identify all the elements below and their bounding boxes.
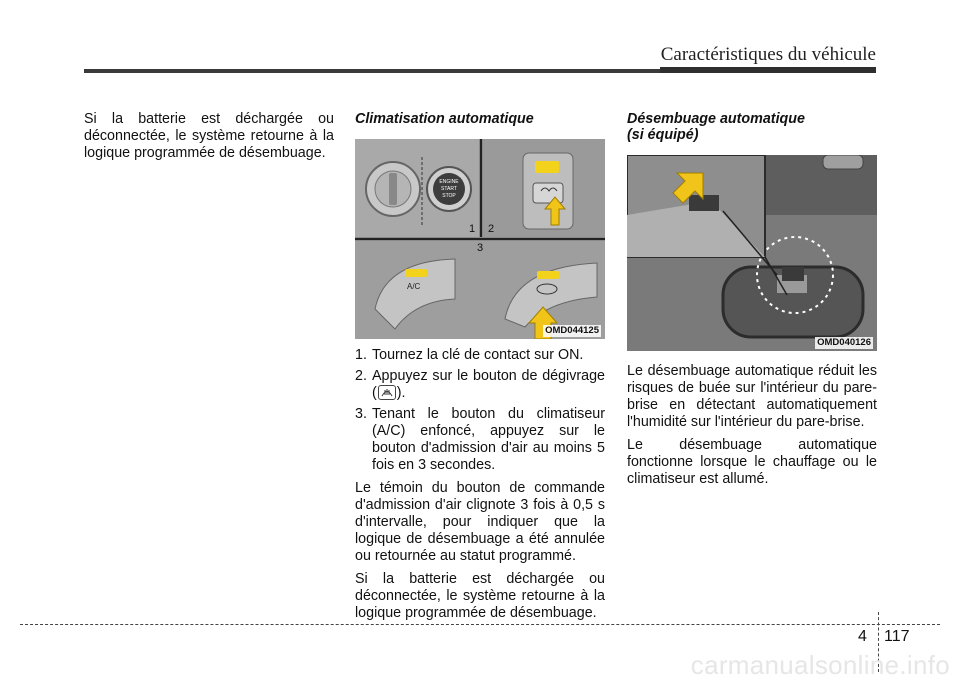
- battery-paragraph-2: Si la batterie est déchargée ou déconnectée, le système retourne à la logique programmée de désembuage.: [355, 571, 605, 621]
- header-rule-accent: [660, 67, 876, 73]
- desembuage-paragraph-1: Le désembuage automatique réduit les risques de buée sur l'intérieur du pare-brise en détectant automatiquement l'humidité sur l'intérieur du pare-brise.: [627, 363, 877, 430]
- desembuage-paragraph-2: Le désembuage automatique fonctionne lorsque le chauffage ou le climatiseur est allumé.: [627, 437, 877, 487]
- section-heading-desembuage: [627, 111, 877, 143]
- heading-line-2: (si équipé): [627, 127, 699, 143]
- heading-line-1: Désembuage automatique: [627, 111, 805, 127]
- step-1-text: Tournez la clé de contact sur ON.: [372, 347, 584, 363]
- chapter-number: 4: [858, 628, 867, 645]
- step-2-text-before: Appuyez sur le bouton de dégivrage (: [372, 368, 605, 401]
- start-button-text-1: ENGINE: [439, 179, 459, 185]
- start-button-text-2: START: [441, 186, 457, 192]
- step-1: [355, 347, 605, 364]
- step-3: [355, 406, 605, 474]
- fig-label-3: 3: [477, 242, 484, 254]
- section-heading-climatisation: Climatisation automatique: [355, 111, 534, 127]
- figure-desembuage: [627, 155, 877, 351]
- column-2: [355, 111, 605, 628]
- footer-rule: [20, 624, 940, 625]
- climatisation-illustration: [355, 139, 605, 339]
- step-2-text-after: ).: [396, 385, 406, 401]
- page-number: 117: [884, 628, 910, 645]
- column-3: [627, 111, 877, 494]
- step-2: [355, 368, 605, 402]
- figure-climatisation: [355, 139, 605, 339]
- step-1-num: 1.: [355, 347, 367, 363]
- battery-paragraph: Si la batterie est déchargée ou déconnectée, le système retourne à la logique programmée de désembuage.: [84, 111, 334, 161]
- defrost-icon: [378, 385, 396, 400]
- ac-button-text: A/C: [407, 282, 421, 291]
- start-button-text-3: STOP: [442, 193, 456, 199]
- figure-code-desembuage: OMD040126: [817, 337, 871, 348]
- indicator-paragraph: Le témoin du bouton de commande d'admission d'air clignote 3 fois à 0,5 s d'intervalle, pour indiquer que la logique de désembuage a été annulée ou retournée au statut programmé.: [355, 480, 605, 564]
- column-1: [84, 111, 334, 168]
- page-header-title: Caractéristiques du véhicule: [660, 44, 876, 65]
- step-2-num: 2.: [355, 368, 367, 384]
- steps-list: [355, 347, 605, 474]
- fig-label-2: 2: [488, 223, 495, 235]
- fig-label-1: 1: [469, 223, 476, 235]
- step-3-num: 3.: [355, 406, 367, 422]
- desembuage-illustration: [627, 155, 877, 351]
- figure-code-climatisation: OMD044125: [545, 325, 599, 336]
- watermark: carmanualsonline.info: [690, 650, 950, 680]
- step-3-text: Tenant le bouton du climatiseur (A/C) enfoncé, appuyez sur le bouton d'admission d'air au moins 5 fois en 3 secondes.: [372, 406, 605, 473]
